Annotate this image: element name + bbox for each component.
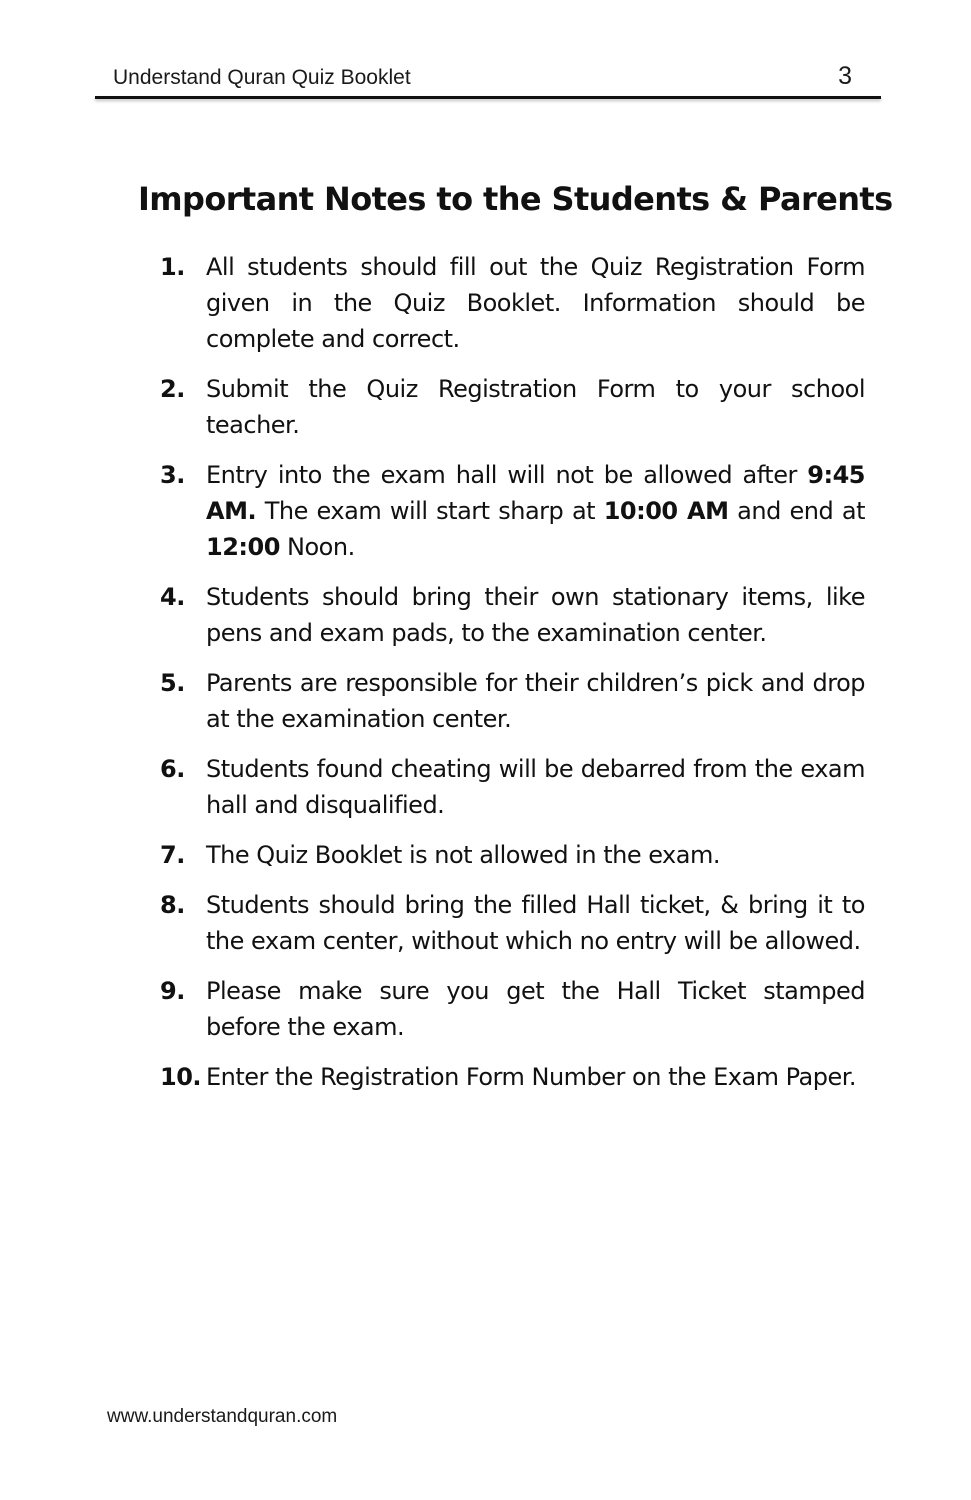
note-text-segment: The exam will start sharp at bbox=[256, 497, 604, 525]
note-item bbox=[160, 249, 865, 357]
exam-end-time: 12:00 bbox=[206, 533, 280, 561]
note-text: Please make sure you get the Hall Ticket stamped before the exam. bbox=[206, 977, 865, 1041]
note-text: Students found cheating will be debarred from the exam hall and disqualified. bbox=[206, 755, 865, 819]
note-item bbox=[160, 579, 865, 651]
note-number: 10. bbox=[160, 1063, 202, 1091]
note-text: The Quiz Booklet is not allowed in the exam. bbox=[206, 841, 720, 869]
note-item bbox=[160, 1059, 865, 1095]
book-title: Understand Quran Quiz Booklet bbox=[113, 66, 411, 89]
note-item bbox=[160, 973, 865, 1045]
note-number: 1. bbox=[160, 253, 185, 281]
note-text-segment: and end at bbox=[728, 497, 865, 525]
note-text-segment: Entry into the exam hall will not be allowed after bbox=[206, 461, 808, 489]
note-number: 6. bbox=[160, 755, 185, 783]
note-item bbox=[160, 751, 865, 823]
page-title: Important Notes to the Students & Parents bbox=[138, 180, 893, 218]
note-text: Submit the Quiz Registration Form to your school teacher. bbox=[206, 375, 865, 439]
note-number: 5. bbox=[160, 669, 185, 697]
note-item bbox=[160, 887, 865, 959]
note-item bbox=[160, 665, 865, 737]
note-number: 2. bbox=[160, 375, 185, 403]
note-item bbox=[160, 371, 865, 443]
note-number: 3. bbox=[160, 461, 185, 489]
note-text bbox=[206, 461, 865, 561]
note-text-segment: Noon. bbox=[279, 533, 355, 561]
running-header bbox=[95, 62, 880, 98]
note-text: Enter the Registration Form Number on the Exam Paper. bbox=[206, 1063, 857, 1091]
note-text: All students should fill out the Quiz Registration Form given in the Quiz Booklet. Information should be complete and correct. bbox=[206, 253, 865, 353]
note-number: 4. bbox=[160, 583, 185, 611]
note-text: Parents are responsible for their children’s pick and drop at the examination center. bbox=[206, 669, 865, 733]
note-text: Students should bring their own stationary items, like pens and exam pads, to the examination center. bbox=[206, 583, 865, 647]
header-divider bbox=[95, 96, 881, 99]
page-number: 3 bbox=[838, 62, 852, 90]
note-item bbox=[160, 457, 865, 565]
website-url: www.understandquran.com bbox=[107, 1406, 338, 1427]
note-item bbox=[160, 837, 865, 873]
note-number: 8. bbox=[160, 891, 185, 919]
exam-start-time: 10:00 AM bbox=[603, 497, 729, 525]
notes-list bbox=[160, 249, 865, 1109]
note-number: 7. bbox=[160, 841, 185, 869]
note-number: 9. bbox=[160, 977, 185, 1005]
entry-cutoff-time: 9:45 AM. bbox=[206, 461, 865, 525]
note-text: Students should bring the filled Hall ticket, & bring it to the exam center, without which no entry will be allowed. bbox=[206, 891, 865, 955]
